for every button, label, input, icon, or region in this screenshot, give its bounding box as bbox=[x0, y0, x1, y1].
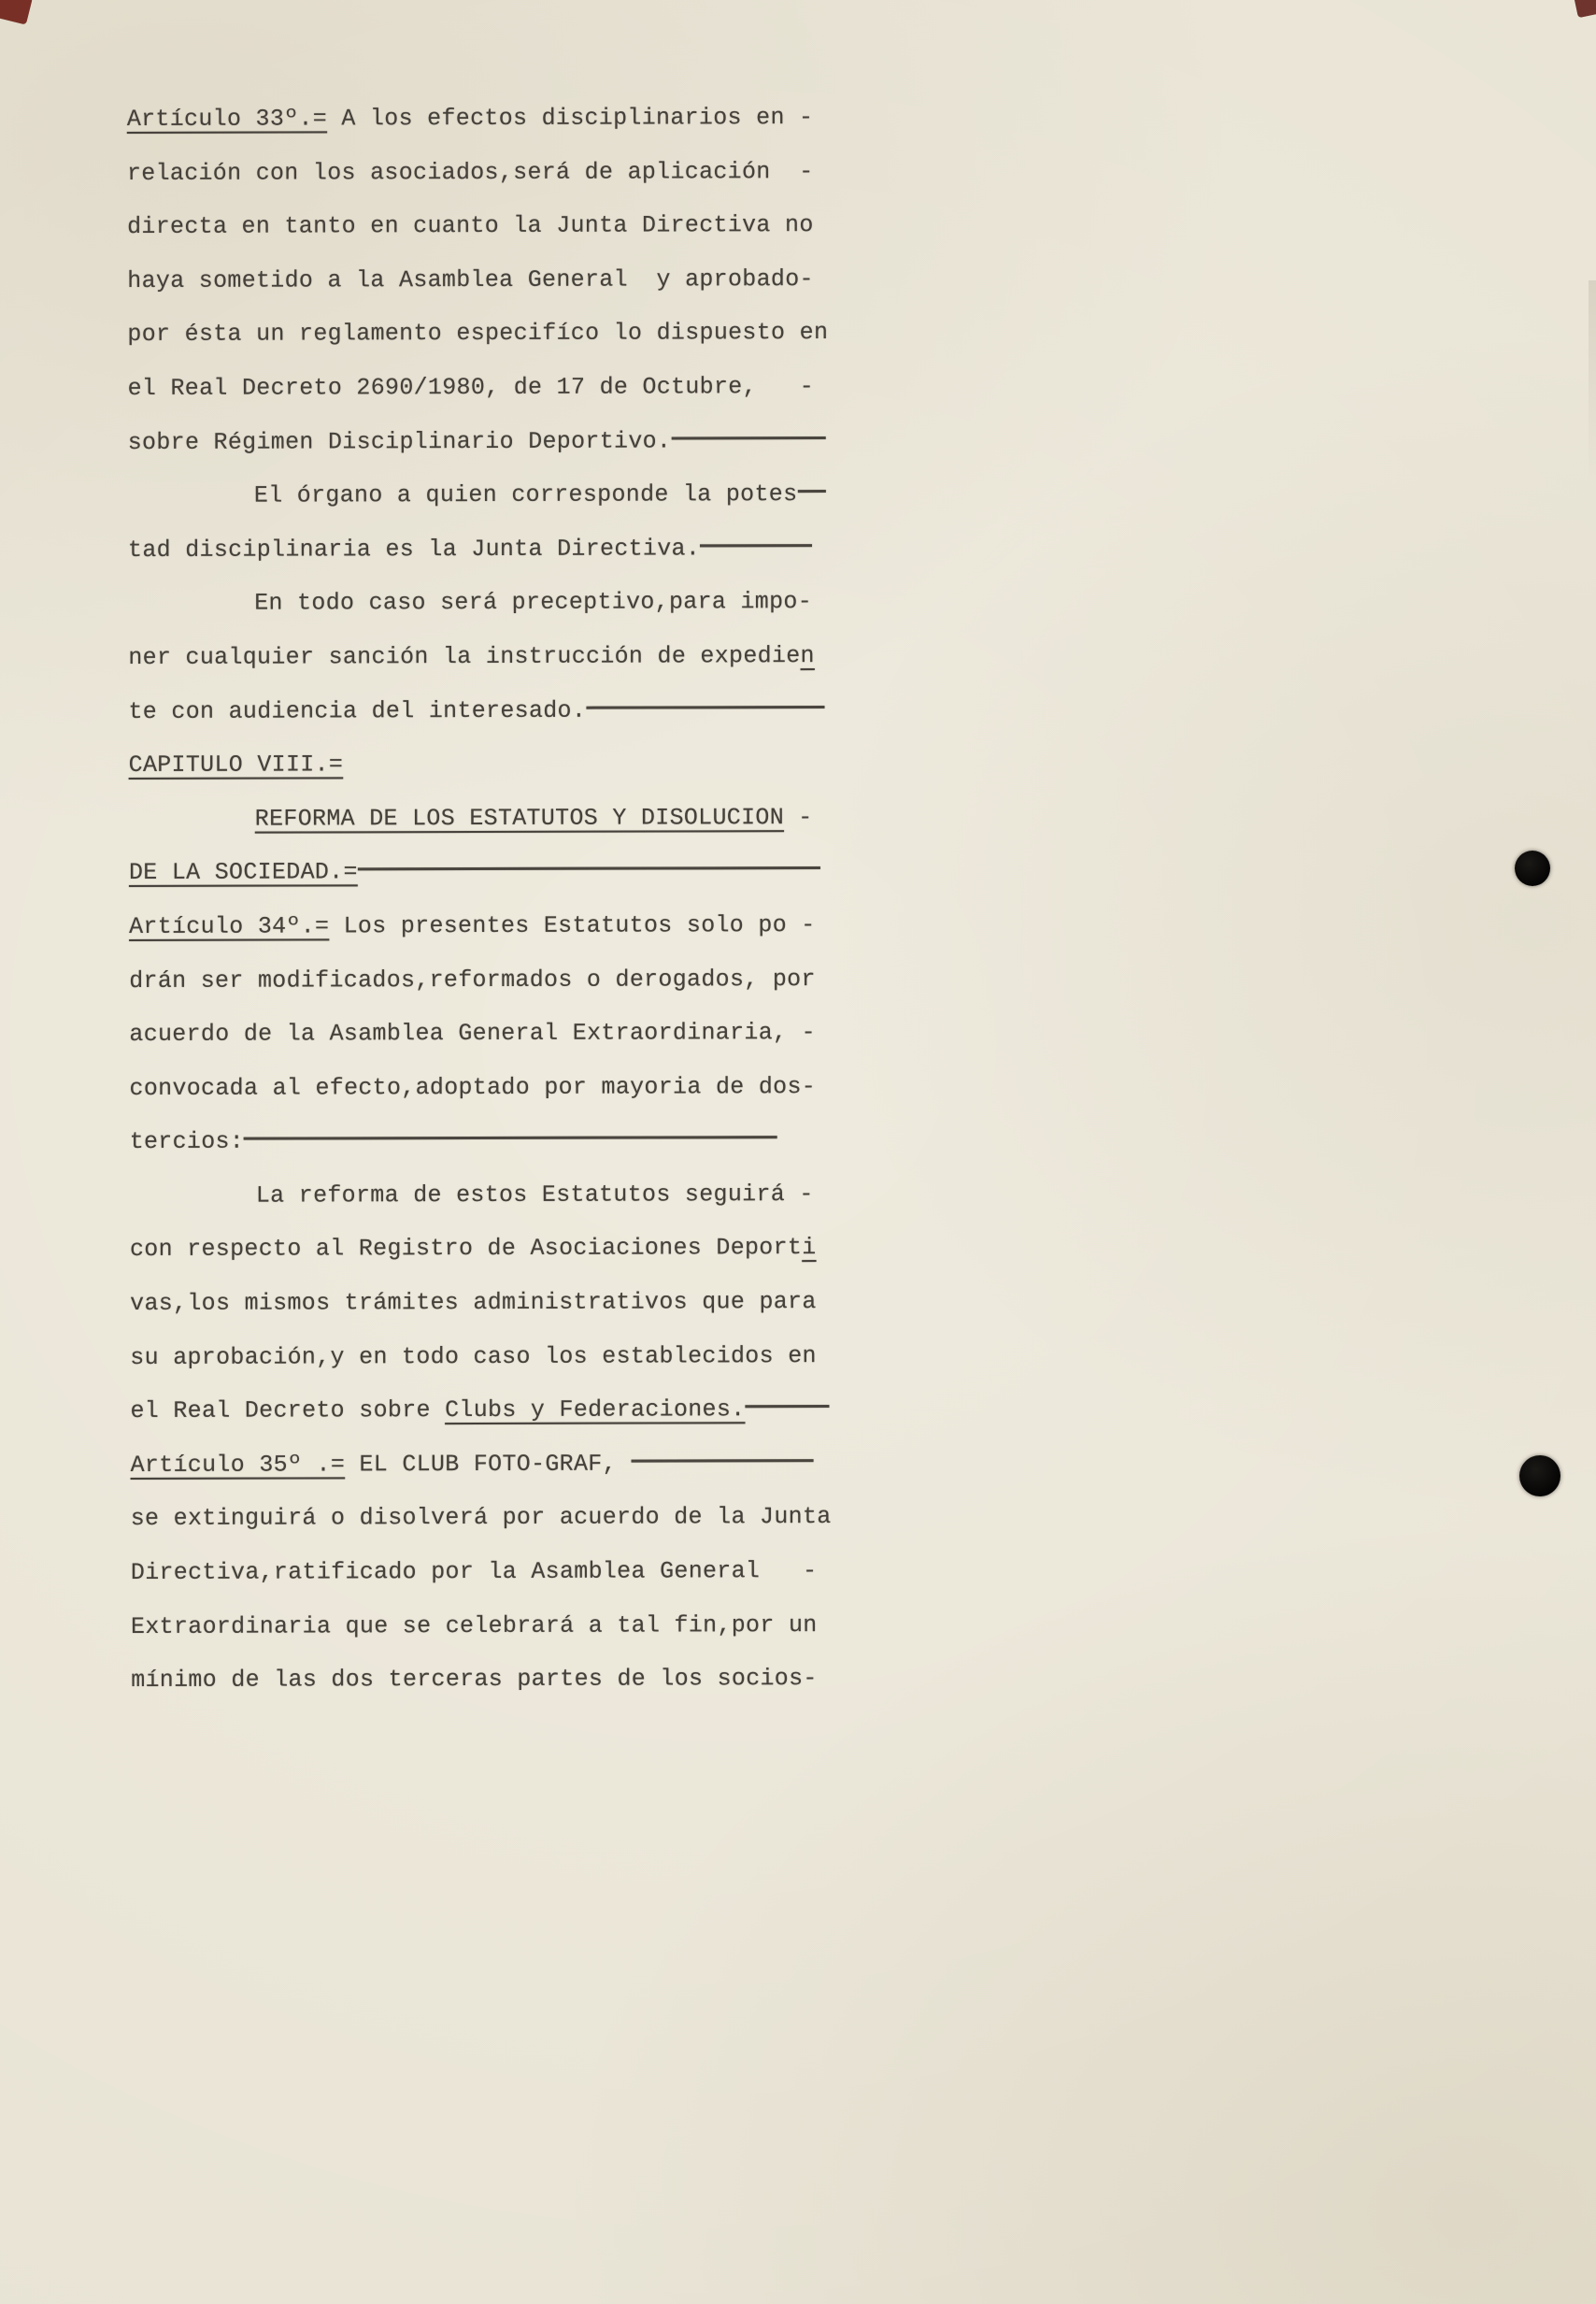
text-line bbox=[128, 683, 829, 739]
text-line bbox=[127, 306, 828, 362]
text-line bbox=[131, 1437, 832, 1493]
text-line bbox=[130, 1113, 831, 1169]
text-segment: ner cualquier sanción la instrucción de expedie bbox=[128, 642, 801, 671]
text-line bbox=[127, 145, 828, 201]
text-line bbox=[131, 1598, 832, 1654]
text-segment: relación con los asociados,será de aplicación - bbox=[126, 157, 814, 187]
text-segment: convocada al efecto,adoptado por mayoria de dos- bbox=[129, 1072, 817, 1102]
text-segment: Artículo 33º.= bbox=[126, 105, 328, 133]
text-segment: haya sometido a la Asamblea General y aprobado- bbox=[127, 265, 814, 294]
text-segment: mínimo de las dos terceras partes de los socios- bbox=[131, 1665, 818, 1695]
hole-punch-mark bbox=[1515, 851, 1550, 886]
text-segment: el Real Decreto 2690/1980, de 17 de Octubre, - bbox=[127, 373, 815, 402]
text-segment: el Real Decreto sobre bbox=[130, 1396, 446, 1425]
text-line bbox=[127, 360, 828, 416]
scan-corner-mark bbox=[0, 0, 33, 25]
text-line bbox=[129, 1060, 830, 1116]
text-line bbox=[130, 1221, 831, 1277]
text-segment: con respecto al Registro de Asociaciones Deport bbox=[129, 1234, 803, 1264]
text-line bbox=[130, 1382, 831, 1438]
text-line bbox=[131, 1652, 832, 1708]
typed-rule bbox=[631, 1459, 813, 1463]
text-line bbox=[128, 414, 829, 470]
text-segment: tad disciplinaria es la Junta Directiva. bbox=[127, 535, 701, 564]
text-line bbox=[128, 522, 829, 578]
text-line bbox=[127, 91, 828, 147]
text-segment: n bbox=[800, 641, 815, 670]
text-segment: tercios: bbox=[129, 1127, 245, 1156]
text-segment: vas,los mismos trámites administrativos que para bbox=[130, 1288, 817, 1318]
text-line bbox=[131, 1544, 832, 1600]
text-line bbox=[127, 198, 828, 254]
text-line bbox=[128, 467, 829, 523]
text-segment: DE LA SOCIEDAD.= bbox=[128, 858, 358, 887]
text-line bbox=[129, 737, 830, 793]
typed-rule bbox=[671, 436, 825, 439]
text-segment: El órgano a quien corresponde la potes bbox=[253, 480, 798, 509]
text-segment: su aprobación,y en todo caso los establecidos en bbox=[130, 1341, 817, 1371]
text-segment: se extinguirá o disolverá por acuerdo de la Junta bbox=[130, 1503, 832, 1533]
text-line bbox=[130, 1167, 831, 1224]
text-line bbox=[127, 252, 828, 308]
text-segment: Clubs y Federaciones. bbox=[445, 1395, 746, 1424]
text-segment: CAPITULO VIII.= bbox=[128, 751, 344, 780]
text-line bbox=[129, 1006, 830, 1062]
hole-punch-mark bbox=[1519, 1455, 1560, 1496]
text-segment: te con audiencia del interesado. bbox=[128, 696, 587, 725]
typed-rule bbox=[244, 1136, 777, 1139]
text-line bbox=[129, 952, 830, 1009]
text-line bbox=[130, 1329, 831, 1385]
text-line bbox=[129, 791, 830, 847]
scan-edge-smudge bbox=[1589, 280, 1596, 486]
text-segment: sobre Régimen Disciplinario Deportivo. bbox=[127, 427, 672, 456]
text-segment: Artículo 35º .= bbox=[130, 1451, 346, 1479]
text-line bbox=[129, 844, 830, 900]
typed-rule bbox=[700, 544, 812, 547]
text-segment: Directiva,ratificado por la Asamblea General - bbox=[130, 1557, 818, 1587]
text-segment: A los efectos disciplinarios en - bbox=[327, 104, 814, 133]
text-segment: REFORMA DE LOS ESTATUTOS Y DISOLUCION bbox=[254, 803, 785, 833]
text-segment: En todo caso será preceptivo,para impo- bbox=[254, 588, 813, 617]
text-line bbox=[131, 1490, 832, 1546]
text-segment: Los presentes Estatutos solo po - bbox=[329, 910, 816, 940]
text-segment: acuerdo de la Asamblea General Extraordinaria, - bbox=[129, 1019, 816, 1049]
text-segment: por ésta un reglamento especifíco lo dispuesto en bbox=[127, 319, 829, 349]
text-segment: - bbox=[783, 803, 813, 831]
typed-rule bbox=[797, 490, 825, 493]
text-line bbox=[130, 1275, 831, 1331]
text-segment: Extraordinaria que se celebrará a tal fin,por un bbox=[130, 1610, 818, 1640]
typed-rule bbox=[358, 866, 820, 870]
text-segment: Artículo 34º.= bbox=[129, 912, 330, 940]
text-segment: drán ser modificados,reformados o derogados, por bbox=[129, 965, 816, 995]
text-segment: La reforma de estos Estatutos seguirá - bbox=[255, 1180, 814, 1209]
text-block bbox=[127, 91, 832, 1708]
typed-rule bbox=[745, 1405, 829, 1408]
text-line bbox=[128, 629, 829, 685]
text-line bbox=[128, 575, 829, 631]
text-segment: i bbox=[802, 1234, 817, 1262]
typed-rule bbox=[586, 706, 824, 709]
text-segment: directa en tanto en cuanto la Junta Directiva no bbox=[127, 211, 814, 241]
text-line bbox=[129, 898, 830, 954]
scan-corner-mark bbox=[1574, 0, 1596, 18]
text-segment: EL CLUB FOTO-GRAF, bbox=[345, 1450, 632, 1479]
